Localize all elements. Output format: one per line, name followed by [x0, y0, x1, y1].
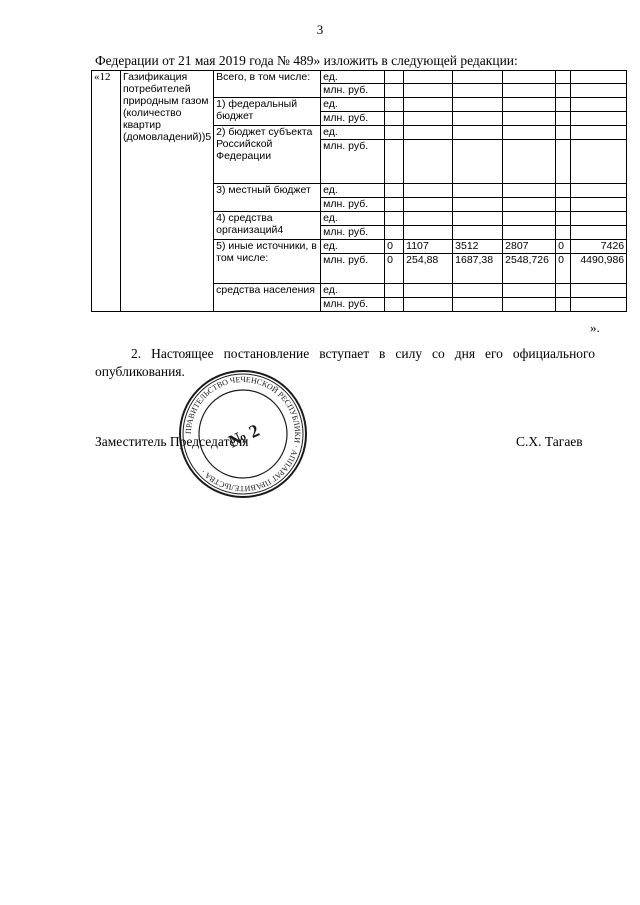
value-cell: [385, 198, 404, 212]
value-cell: [571, 184, 627, 198]
value-cell: 0: [385, 254, 404, 284]
value-cell: [556, 284, 571, 298]
value-cell: [385, 212, 404, 226]
data-table: [91, 70, 627, 312]
value-cell: [453, 140, 503, 184]
value-cell: [404, 140, 453, 184]
unit-cell: млн. руб.: [321, 112, 385, 126]
unit-cell: млн. руб.: [321, 140, 385, 184]
value-cell: [503, 298, 556, 312]
value-cell: 1107: [404, 240, 453, 254]
value-cell: [453, 198, 503, 212]
value-cell: [404, 226, 453, 240]
funding-source-label: 2) бюджет субъекта Российской Федерации: [214, 126, 321, 184]
funding-source-label: средства населения: [214, 284, 321, 312]
intro-text: Федерации от 21 мая 2019 года № 489» изложить в следующей редакции:: [95, 53, 518, 68]
value-cell: [453, 284, 503, 298]
value-cell: [571, 84, 627, 98]
value-cell: [385, 71, 404, 84]
unit-cell: млн. руб.: [321, 226, 385, 240]
value-cell: [556, 71, 571, 84]
value-cell: [385, 298, 404, 312]
value-cell: [404, 84, 453, 98]
value-cell: [453, 126, 503, 140]
value-cell: [556, 226, 571, 240]
value-cell: [385, 226, 404, 240]
value-cell: [571, 284, 627, 298]
value-cell: [404, 98, 453, 112]
value-cell: [503, 71, 556, 84]
value-cell: [556, 112, 571, 126]
indicator-name: Газификация потребителей природным газом (количество квартир (домовладений))5: [121, 71, 214, 312]
unit-cell: ед.: [321, 184, 385, 198]
value-cell: [404, 298, 453, 312]
value-cell: 0: [385, 240, 404, 254]
value-cell: [571, 112, 627, 126]
value-cell: [404, 126, 453, 140]
value-cell: [556, 298, 571, 312]
page-number: 3: [316, 22, 324, 37]
value-cell: [404, 198, 453, 212]
unit-cell: ед.: [321, 240, 385, 254]
value-cell: 2807: [503, 240, 556, 254]
value-cell: [571, 140, 627, 184]
unit-cell: млн. руб.: [321, 254, 385, 284]
value-cell: [503, 112, 556, 126]
value-cell: [404, 184, 453, 198]
value-cell: [503, 226, 556, 240]
funding-source-label: 1) федеральный бюджет: [214, 98, 321, 126]
value-cell: [503, 126, 556, 140]
value-cell: [571, 198, 627, 212]
value-cell: [556, 184, 571, 198]
value-cell: 2548,726: [503, 254, 556, 284]
unit-cell: ед.: [321, 126, 385, 140]
value-cell: 3512: [453, 240, 503, 254]
value-cell: 254,88: [404, 254, 453, 284]
value-cell: [556, 198, 571, 212]
value-cell: [453, 112, 503, 126]
seal-ring-text: ПРАВИТЕЛЬСТВО ЧЕЧЕНСКОЙ РЕСПУБЛИКИ · АППАРАТ ПРАВИТЕЛЬСТВА ·: [183, 374, 303, 494]
closing-quote: ».: [590, 320, 600, 335]
official-seal-stamp: [177, 368, 309, 500]
value-cell: 4490,986: [571, 254, 627, 284]
value-cell: [453, 298, 503, 312]
seal-number: № 2: [225, 420, 263, 452]
value-cell: [556, 98, 571, 112]
value-cell: 0: [556, 240, 571, 254]
value-cell: [453, 226, 503, 240]
value-cell: [385, 98, 404, 112]
value-cell: [556, 84, 571, 98]
unit-cell: ед.: [321, 284, 385, 298]
unit-cell: ед.: [321, 98, 385, 112]
unit-cell: млн. руб.: [321, 84, 385, 98]
signatory-title: Заместитель Председателя: [95, 434, 249, 449]
value-cell: [571, 71, 627, 84]
enactment-paragraph: 2. Настоящее постановление вступает в силу со дня его официального опубликования.: [95, 346, 595, 379]
funding-source-label: 3) местный бюджет: [214, 184, 321, 212]
value-cell: [453, 71, 503, 84]
value-cell: [571, 226, 627, 240]
value-cell: [571, 126, 627, 140]
value-cell: [556, 126, 571, 140]
value-cell: [385, 112, 404, 126]
value-cell: [453, 184, 503, 198]
value-cell: 0: [556, 254, 571, 284]
value-cell: [404, 212, 453, 226]
value-cell: [453, 98, 503, 112]
value-cell: [385, 184, 404, 198]
value-cell: [556, 140, 571, 184]
value-cell: [503, 98, 556, 112]
unit-cell: млн. руб.: [321, 198, 385, 212]
table-row: [92, 71, 627, 84]
value-cell: [571, 298, 627, 312]
value-cell: [404, 112, 453, 126]
value-cell: [571, 98, 627, 112]
unit-cell: ед.: [321, 212, 385, 226]
funding-source-label: 4) средства организаций4: [214, 212, 321, 240]
value-cell: [385, 284, 404, 298]
value-cell: [404, 284, 453, 298]
value-cell: [453, 84, 503, 98]
value-cell: [404, 71, 453, 84]
unit-cell: ед.: [321, 71, 385, 84]
value-cell: [556, 212, 571, 226]
value-cell: [385, 84, 404, 98]
unit-cell: млн. руб.: [321, 298, 385, 312]
value-cell: [503, 212, 556, 226]
value-cell: [385, 126, 404, 140]
value-cell: [503, 184, 556, 198]
value-cell: [571, 212, 627, 226]
funding-source-label: 5) иные источники, в том числе:: [214, 240, 321, 284]
value-cell: [503, 198, 556, 212]
value-cell: 1687,38: [453, 254, 503, 284]
value-cell: [453, 212, 503, 226]
signatory-name: С.Х. Тагаев: [516, 434, 583, 449]
value-cell: [385, 140, 404, 184]
value-cell: [503, 84, 556, 98]
value-cell: [503, 140, 556, 184]
funding-source-label: Всего, в том числе:: [214, 71, 321, 98]
value-cell: 7426: [571, 240, 627, 254]
value-cell: [503, 284, 556, 298]
row-number: «12: [92, 71, 121, 312]
